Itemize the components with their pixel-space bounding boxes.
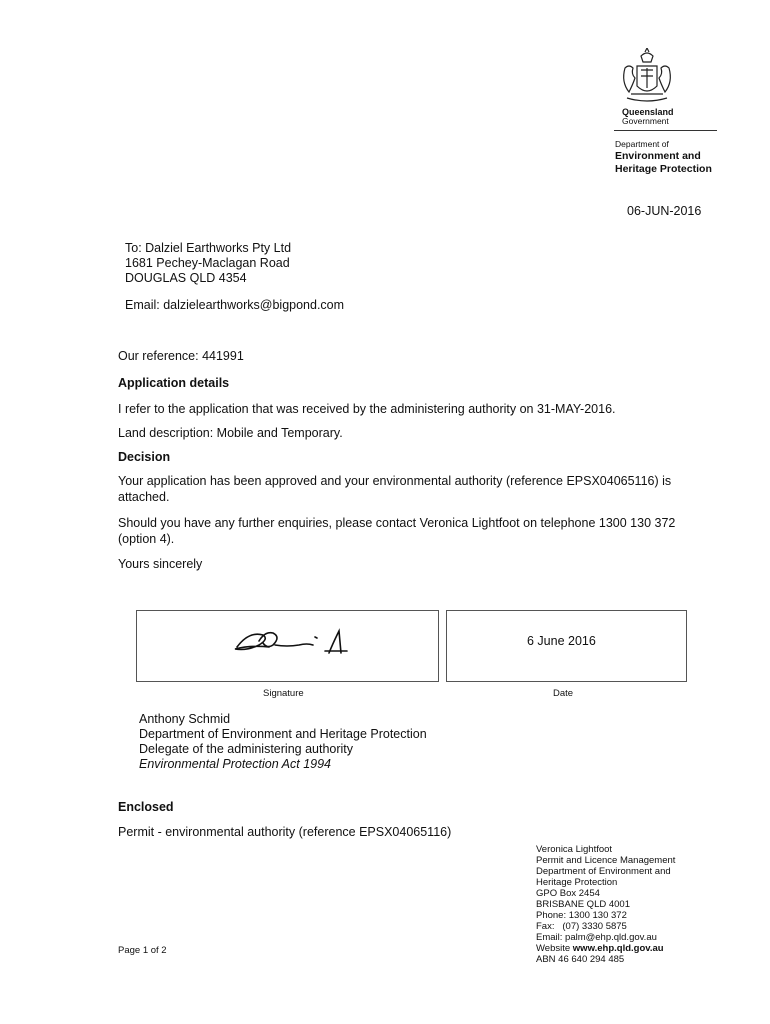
addressee-street: 1681 Pechey-Maclagan Road <box>125 256 290 270</box>
contact-line: Veronica Lightfoot <box>536 844 613 855</box>
gov-name: Queensland <box>622 107 674 117</box>
signature-box <box>136 610 439 682</box>
decision-line-1: Your application has been approved and your environmental authority (reference EPSX04065116) is <box>118 474 672 488</box>
date-caption: Date <box>553 688 574 699</box>
dept-of-label: Department of <box>615 139 669 149</box>
application-paragraph: I refer to the application that was received by the administering authority on 31-MAY-2016. <box>118 402 616 416</box>
closing-salutation: Yours sincerely <box>118 557 203 571</box>
dept-name-line1: Environment and <box>615 150 701 162</box>
contact-line: Phone: 1300 130 372 <box>536 910 627 921</box>
abn-line: ABN 46 640 294 485 <box>536 954 625 965</box>
enquiry-line-2: (option 4). <box>118 532 175 546</box>
contact-block <box>536 844 675 965</box>
website-link[interactable]: www.ehp.qld.gov.au <box>572 943 664 954</box>
land-description: Land description: Mobile and Temporary. <box>118 426 343 440</box>
contact-line: Permit and Licence Management <box>536 855 676 866</box>
contact-line: Fax: (07) 3330 5875 <box>536 921 627 932</box>
signer-department: Department of Environment and Heritage Protection <box>139 727 427 741</box>
addressee-town: DOUGLAS QLD 4354 <box>125 271 247 285</box>
enclosed-heading: Enclosed <box>118 800 174 814</box>
enclosed-item: Permit - environmental authority (reference EPSX04065116) <box>118 825 452 839</box>
decision-heading: Decision <box>118 450 171 464</box>
contact-line: Department of Environment and <box>536 866 671 877</box>
dept-name-line2: Heritage Protection <box>615 163 712 175</box>
date-box <box>446 610 687 682</box>
signer-name: Anthony Schmid <box>139 712 231 726</box>
contact-line: GPO Box 2454 <box>536 888 600 899</box>
signer-act: Environmental Protection Act 1994 <box>139 757 332 771</box>
addressee-email: Email: dalzielearthworks@bigpond.com <box>125 298 345 312</box>
gov-subtitle: Government <box>622 116 669 126</box>
page-number: Page 1 of 2 <box>118 945 167 956</box>
header-divider <box>614 130 717 131</box>
signature-image <box>229 623 359 667</box>
website-line <box>536 943 675 954</box>
contact-line: Heritage Protection <box>536 877 618 888</box>
queensland-crest-icon <box>615 48 679 108</box>
enquiry-line-1: Should you have any further enquiries, please contact Veronica Lightfoot on telephone 1300 130 372 <box>118 516 676 530</box>
contact-line: BRISBANE QLD 4001 <box>536 899 630 910</box>
decision-line-2: attached. <box>118 490 170 504</box>
website-label: Website <box>536 943 573 954</box>
signature-date: 6 June 2016 <box>527 634 596 648</box>
application-heading: Application details <box>118 376 230 390</box>
signature-caption: Signature <box>263 688 304 699</box>
our-reference: Our reference: 441991 <box>118 349 244 363</box>
addressee-name: To: Dalziel Earthworks Pty Ltd <box>125 241 292 255</box>
letter-date: 06-JUN-2016 <box>627 204 702 218</box>
contact-line: Email: palm@ehp.qld.gov.au <box>536 932 657 943</box>
signer-role: Delegate of the administering authority <box>139 742 354 756</box>
